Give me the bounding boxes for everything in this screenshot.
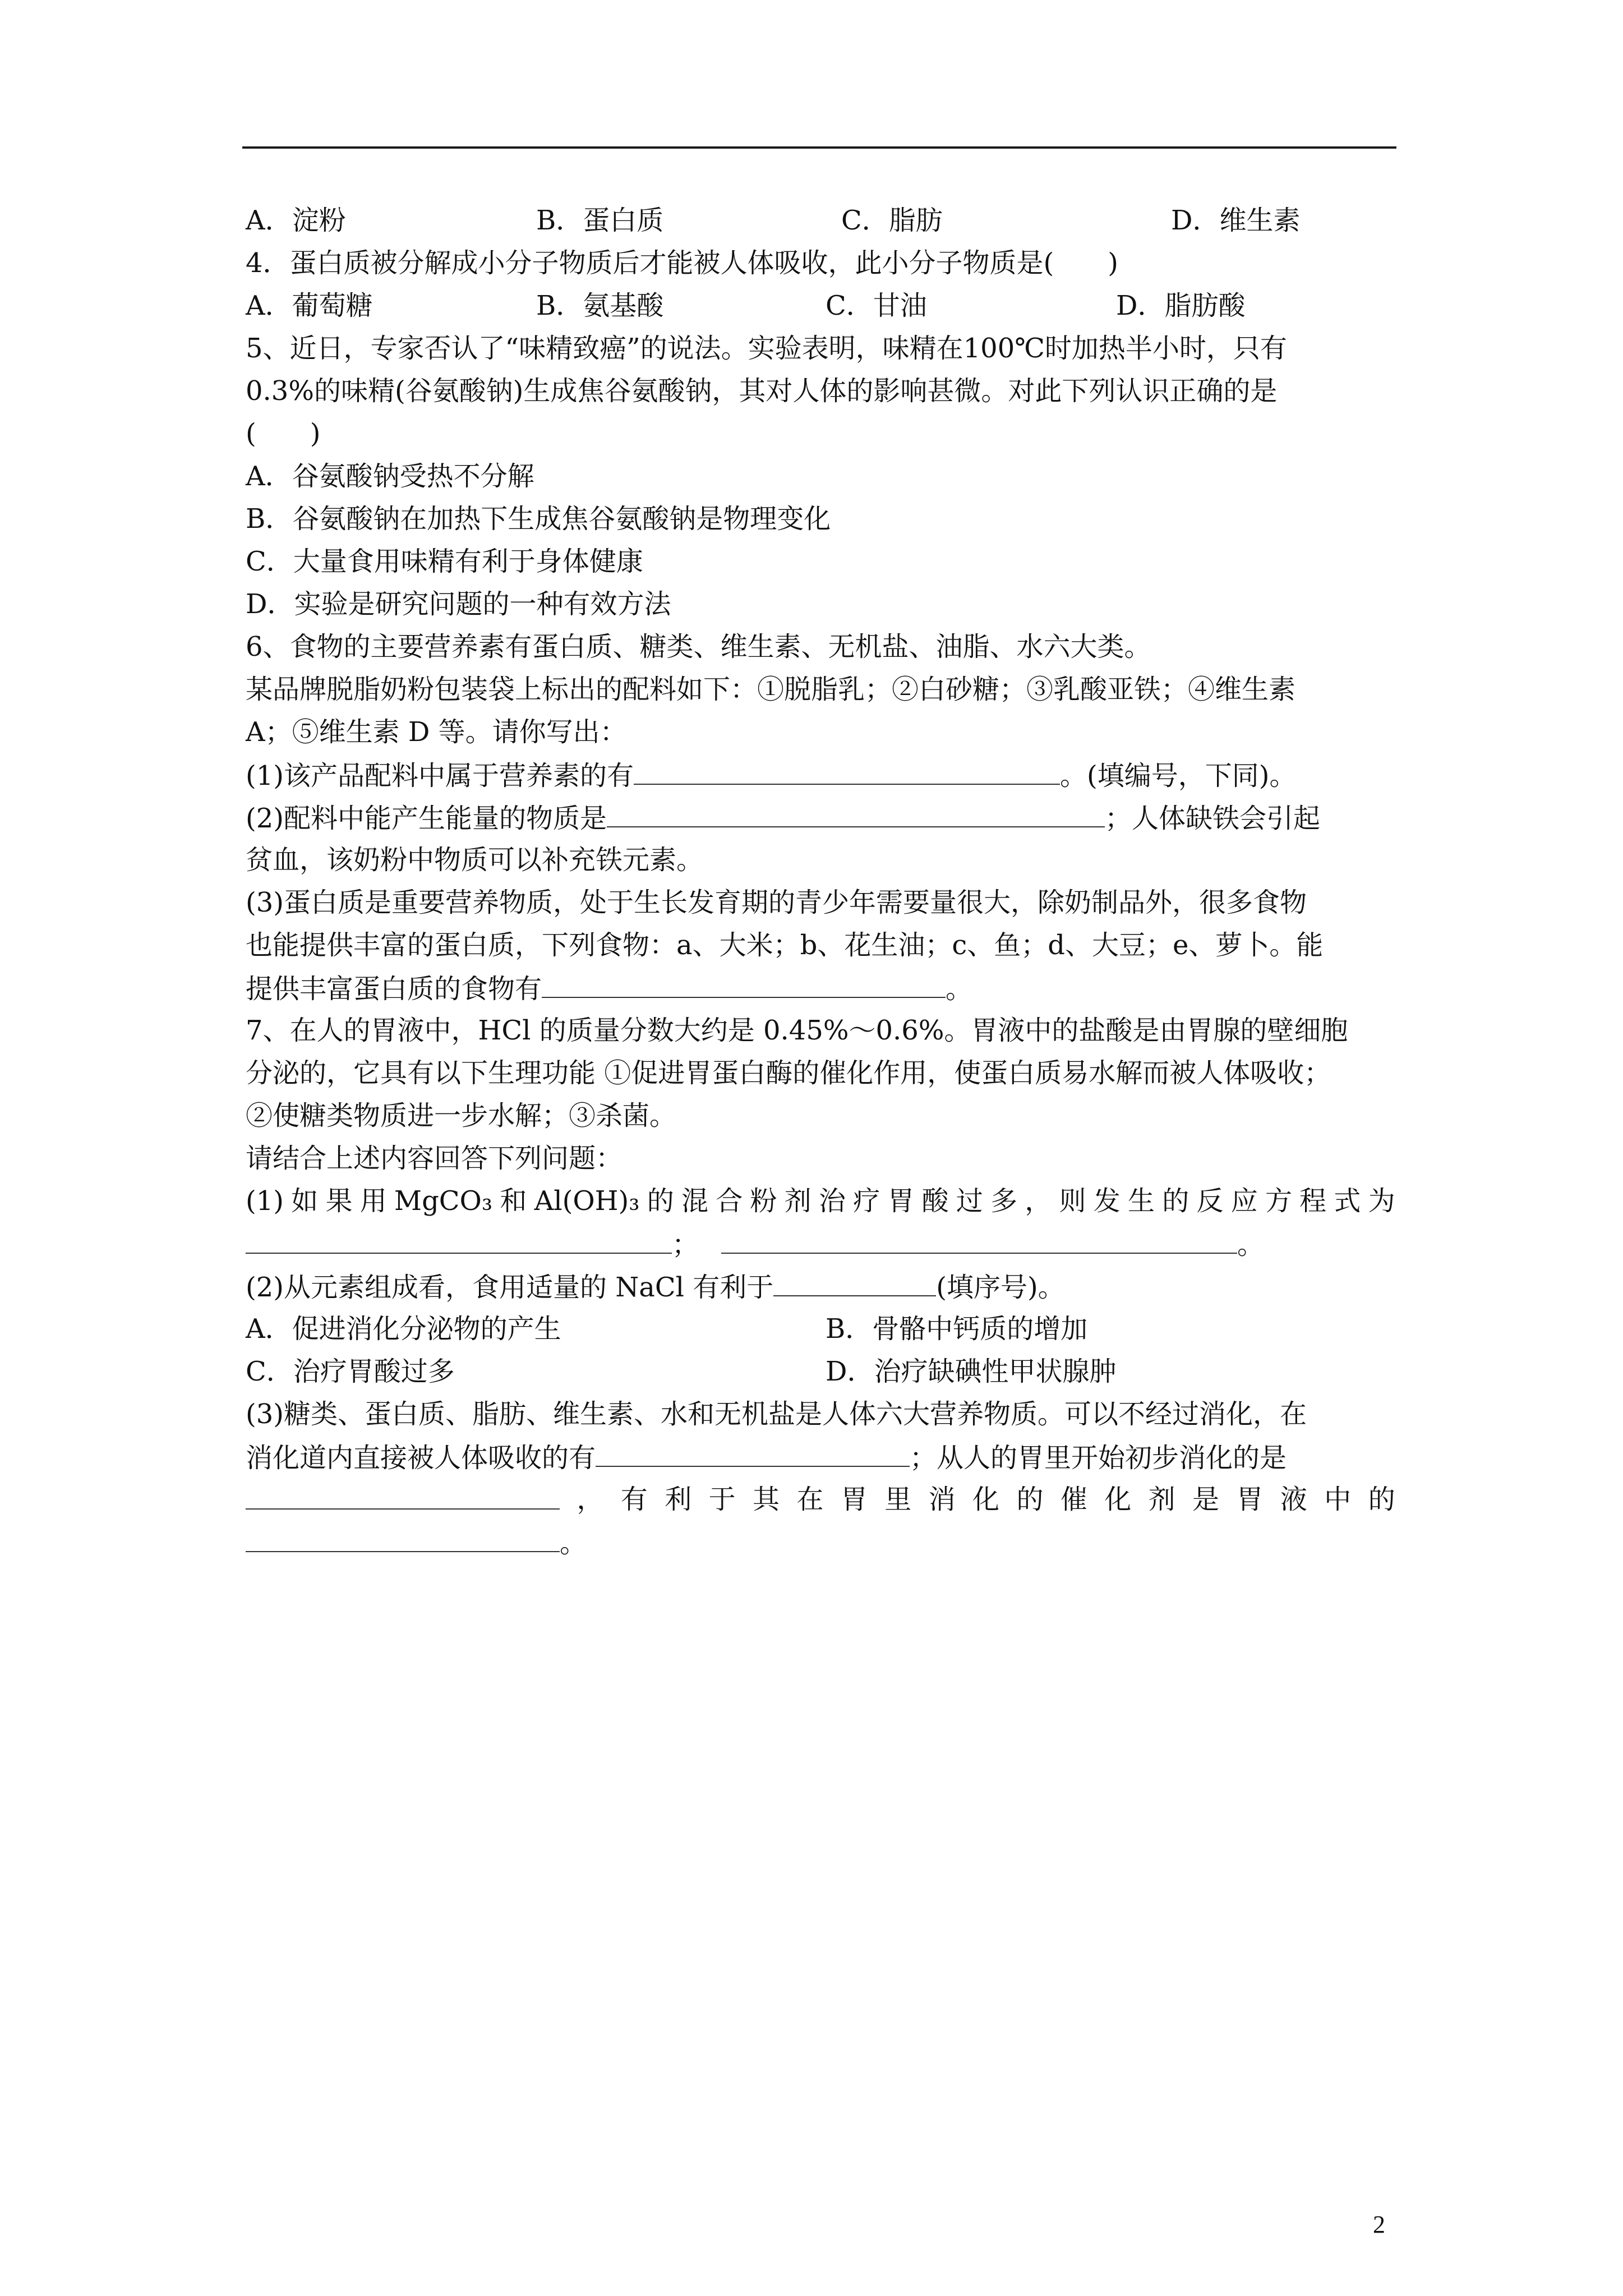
q7-part-1-word: 反: [1196, 1185, 1224, 1217]
q7-part-3-word: 液: [1280, 1484, 1307, 1515]
q7-part-3-word: 其: [753, 1484, 780, 1515]
q7-part-3-word: 在: [796, 1484, 824, 1515]
q7-part-3-mid-text: ；从人的胃里开始初步消化的是: [910, 1442, 1287, 1474]
page-number: 2: [1373, 2211, 1385, 2238]
q7-part-1-word: 果: [325, 1185, 353, 1217]
q7-instruction: 请结合上述内容回答下列问题：: [246, 1143, 623, 1174]
q7-part-3-answer-blank-1[interactable]: [596, 1435, 910, 1467]
q7-part-2-suffix: (填序号)。: [936, 1272, 1065, 1303]
q6-intro: 6、食物的主要营养素有蛋白质、糖类、维生素、无机盐、油脂、水六大类。: [246, 631, 1151, 662]
q6-part-2-line-2: 贫血，该奶粉中物质可以补充铁元素。: [246, 844, 704, 876]
q7-part-1-blanks: [246, 1222, 1395, 1265]
q7-part-1-separator: ；: [672, 1229, 699, 1260]
q7-part-1-word: 粉: [750, 1185, 777, 1217]
worksheet-body: [246, 199, 1395, 1563]
q7-part-2-option-c[interactable]: C．治疗胃酸过多: [246, 1356, 455, 1387]
q3-option-a[interactable]: A．淀粉: [246, 205, 346, 236]
q7-part-3-answer-blank-3[interactable]: [246, 1521, 560, 1552]
q6-part-2-text: (2)配料中能产生能量的物质是: [246, 803, 607, 834]
q7-part-3-answer-blank-2[interactable]: [246, 1478, 560, 1510]
q3-option-b[interactable]: B．蛋白质: [536, 205, 664, 236]
q5-option-b[interactable]: B．谷氨酸钠在加热下生成焦谷氨酸钠是物理变化: [246, 503, 831, 535]
q7-line-1: 7、在人的胃液中，HCl 的质量分数大约是 0.45%～0.6%。胃液中的盐酸是由胃腺的壁细胞: [246, 1015, 1348, 1046]
q4-options: [246, 284, 1395, 327]
q5-option-a[interactable]: A．谷氨酸钠受热不分解: [246, 461, 534, 492]
q6-part-2-suffix: ；人体缺铁会引起: [1105, 803, 1321, 834]
q7-part-1: [246, 1180, 1395, 1222]
q7-part-3-line-3: [246, 1478, 1395, 1521]
q7-part-2-option-b[interactable]: B．骨骼中钙质的增加: [826, 1313, 1088, 1345]
q3-option-d[interactable]: D．维生素: [1171, 205, 1301, 236]
q7-part-2-options-row-1: [246, 1308, 1395, 1350]
q4-option-b[interactable]: B．氨基酸: [536, 290, 664, 321]
q7-part-1-word: 酸: [921, 1185, 949, 1217]
q7-part-2-answer-blank[interactable]: [773, 1265, 936, 1296]
q5-stem-line-2: 0.3%的味精(谷氨酸钠)生成焦谷氨酸钠，其对人体的影响甚微。对此下列认识正确的是: [246, 375, 1278, 407]
q3-options: [246, 199, 1395, 242]
q7-part-1-word: Al(OH)₃: [534, 1185, 640, 1217]
q6-part-2-answer-blank[interactable]: [607, 796, 1105, 827]
q7-part-1-word: 如: [291, 1185, 319, 1217]
q7-part-3-end: 。: [560, 1527, 587, 1559]
q6-part-1-suffix: 。(填编号，下同)。: [1060, 760, 1297, 792]
q7-part-2-option-d[interactable]: D．治疗缺碘性甲状腺肿: [826, 1356, 1117, 1387]
q6-part-1-answer-blank[interactable]: [634, 753, 1060, 785]
q7-part-1-word: 多: [990, 1185, 1018, 1217]
q7-part-1-word: 的: [1162, 1185, 1189, 1217]
q7-part-3-word: 化: [1104, 1484, 1132, 1515]
q7-part-3-word: 里: [884, 1484, 912, 1515]
q7-part-3-word: 的: [1368, 1484, 1395, 1515]
q7-part-1-word: 剂: [784, 1185, 811, 1217]
q6-part-2: [246, 796, 1395, 839]
q7-part-3-word: 剂: [1148, 1484, 1175, 1515]
q7-part-2-option-a[interactable]: A．促进消化分泌物的产生: [246, 1313, 561, 1345]
q7-part-1-answer-blank-1[interactable]: [246, 1222, 672, 1254]
q7-part-3-word: 胃: [1236, 1484, 1264, 1515]
q7-part-1-word: 式: [1334, 1185, 1361, 1217]
q7-part-1-word: 为: [1368, 1185, 1395, 1217]
q7-part-1-word: 治: [818, 1185, 846, 1217]
q7-part-1-word: 过: [956, 1185, 983, 1217]
q5-option-d[interactable]: D．实验是研究问题的一种有效方法: [246, 588, 671, 620]
q7-part-3-word: 利: [665, 1484, 692, 1515]
q6-part-1-text: (1)该产品配料中属于营养素的有: [246, 760, 634, 792]
q7-part-3-word: 催: [1060, 1484, 1087, 1515]
q6-ingredients-line-2: A；⑤维生素 D 等。请你写出：: [246, 716, 627, 748]
q4-option-c[interactable]: C．甘油: [826, 290, 927, 321]
q5-stem-line-3: ( ): [246, 418, 321, 449]
q7-part-1-word: 程: [1299, 1185, 1327, 1217]
q6-part-1: [246, 753, 1395, 796]
q7-part-3-word: 有: [620, 1484, 648, 1515]
q6-ingredients-line: 某品牌脱脂奶粉包装袋上标出的配料如下：①脱脂乳；②白砂糖；③乳酸亚铁；④维生素: [246, 674, 1296, 705]
q7-part-2-text: (2)从元素组成看，食用适量的 NaCl 有利于: [246, 1272, 774, 1303]
q7-part-3-word: 化: [972, 1484, 1000, 1515]
q7-line-3: ②使糖类物质进一步水解；③杀菌。: [246, 1100, 677, 1131]
q7-part-1-word: 用: [359, 1185, 387, 1217]
q3-option-c[interactable]: C．脂肪: [841, 205, 943, 236]
q7-part-1-word: 生: [1128, 1185, 1155, 1217]
q7-part-2-options-row-2: [246, 1350, 1395, 1393]
q7-part-3-line-1: (3)糖类、蛋白质、脂肪、维生素、水和无机盐是人体六大营养物质。可以不经过消化，在: [246, 1398, 1307, 1430]
q7-part-3-line-4: [246, 1521, 1395, 1563]
q7-part-1-word: 胃: [887, 1185, 915, 1217]
q7-part-3-word: 是: [1192, 1484, 1220, 1515]
q7-part-1-word: 和: [500, 1185, 527, 1217]
q7-part-3-word: 的: [1016, 1484, 1044, 1515]
q7-part-1-word: MgCO₃: [394, 1185, 493, 1217]
q7-part-1-word: 混: [681, 1185, 708, 1217]
q6-part-3: [246, 967, 1395, 1009]
q6-part-3-text: 提供丰富蛋白质的食物有: [246, 973, 542, 1005]
q7-part-1-word: 疗: [853, 1185, 880, 1217]
q4-option-d[interactable]: D．脂肪酸: [1116, 290, 1246, 321]
q7-part-3-word: 于: [708, 1484, 736, 1515]
q6-part-3-answer-blank[interactable]: [542, 967, 946, 998]
q7-line-2: 分泌的，它具有以下生理功能 ①促进胃蛋白酶的催化作用，使蛋白质易水解而被人体吸收；: [246, 1057, 1331, 1089]
q5-option-c[interactable]: C．大量食用味精有利于身体健康: [246, 546, 643, 577]
q7-part-3-word: ，: [577, 1484, 604, 1515]
q7-part-1-word: 发: [1093, 1185, 1121, 1217]
q5-stem-line-1: 5、近日，专家否认了“味精致癌”的说法。实验表明，味精在100℃时加热半小时，只有: [246, 333, 1287, 364]
header-rule: [242, 146, 1396, 149]
q7-part-1-end: 。: [1237, 1229, 1265, 1260]
q4-option-a[interactable]: A．葡萄糖: [246, 290, 373, 321]
q6-part-3-line-2: 也能提供丰富的蛋白质，下列食物：a、大米；b、花生油；c、鱼；d、大豆；e、萝卜。能: [246, 930, 1324, 961]
q7-part-1-word: 合: [716, 1185, 743, 1217]
q7-part-3-line-2: [246, 1435, 1395, 1478]
q7-part-1-word: (1): [246, 1185, 284, 1217]
q7-part-1-word: 应: [1230, 1185, 1258, 1217]
q7-part-3-word: 消: [928, 1484, 956, 1515]
q6-part-3-suffix: 。: [946, 973, 973, 1005]
q7-part-1-word: 则: [1059, 1185, 1086, 1217]
q6-part-3-line-1: (3)蛋白质是重要营养物质，处于生长发育期的青少年需要量很大，除奶制品外，很多食物: [246, 887, 1307, 918]
q7-part-3-word: 中: [1324, 1484, 1352, 1515]
q4-stem: 4．蛋白质被分解成小分子物质后才能被人体吸收，此小分子物质是( ): [246, 247, 1118, 279]
q7-part-1-word: 的: [647, 1185, 674, 1217]
q7-part-3-text: 消化道内直接被人体吸收的有: [246, 1442, 596, 1474]
q7-part-2: [246, 1265, 1395, 1308]
q7-part-1-word: ，: [1025, 1185, 1052, 1217]
q7-part-1-answer-blank-2[interactable]: [721, 1222, 1237, 1254]
q7-part-1-word: 方: [1265, 1185, 1292, 1217]
q7-part-3-word: 胃: [840, 1484, 868, 1515]
